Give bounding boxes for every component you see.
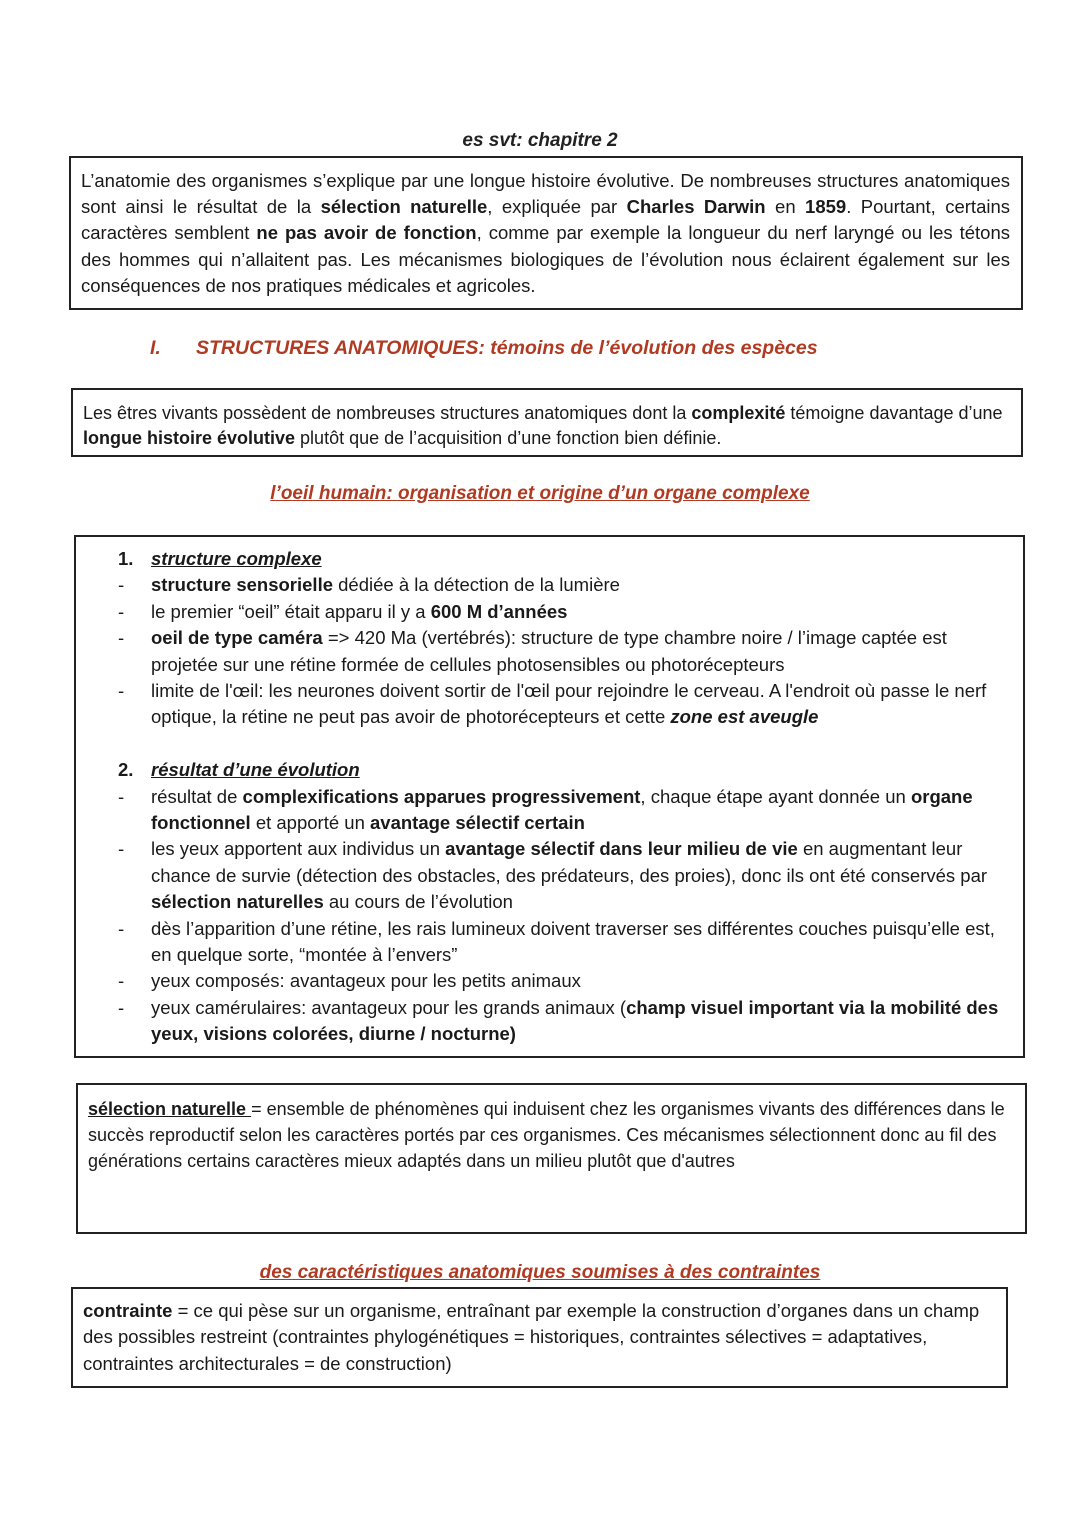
- selection-definition-text: [88, 1096, 1015, 1175]
- text-run: dédiée à la détection de la lumière: [333, 574, 620, 596]
- bold-text: complexité: [691, 403, 786, 423]
- part2-title: [76, 757, 1013, 783]
- text-run: = ensemble de phénomènes qui induisent chez les organismes vivants des différences dans le succès reproductif selon les caractères portés par ces organismes. Ces mécanismes sélectionnent donc au fil des générations certains caractères mieux adaptés dans un milieu plutôt que d'autres: [88, 1099, 1005, 1172]
- list-item: [76, 678, 1013, 731]
- bold-text: zone est aveugle: [670, 706, 819, 728]
- part1-title-text: structure complexe: [151, 548, 322, 569]
- text-run: yeux camérulaires: avantageux pour les grands animaux (: [151, 996, 627, 1018]
- intro-box: [69, 156, 1023, 310]
- document-title: es svt: chapitre 2: [462, 130, 618, 151]
- bold-text: longue histoire évolutive: [83, 427, 296, 448]
- bold-text: oeil de type caméra: [151, 627, 323, 649]
- bold-text: complexifications apparues progressivement: [242, 785, 641, 807]
- bold-text: 1859: [805, 196, 847, 218]
- list-item: [76, 836, 1013, 915]
- section-definition-text: [83, 401, 1011, 450]
- intro-text: [81, 168, 1010, 299]
- eye-box: [74, 535, 1025, 1058]
- text-run: au cours de l’évolution: [323, 891, 513, 913]
- list-item: [76, 916, 1013, 969]
- part1-list: [76, 572, 1013, 730]
- constraint-definition-text: [83, 1298, 996, 1377]
- text-run: dès l’apparition d’une rétine, les rais lumineux doivent traverser ses différentes couches puisqu’elle est, en quelque sorte, “montée à l’envers”: [151, 917, 995, 966]
- text-run: => 420 Ma (vertébrés): structure de type chambre noire / l’image captée est projetée sur une rétine formée de cellules photosensibles ou photorécepteurs: [151, 627, 947, 675]
- text-run: témoigne davantage d’une: [785, 403, 1003, 423]
- text-run: , expliquée par: [487, 196, 627, 218]
- list-item: [76, 572, 1013, 598]
- text-run: yeux composés: avantageux pour les petits animaux: [151, 970, 581, 992]
- part1-number: 1.: [118, 548, 134, 569]
- text-run: . Pourtant, certains caractères semblent: [81, 196, 1011, 244]
- list-item: [76, 784, 1013, 837]
- bold-text: organe fonctionnel: [151, 785, 973, 834]
- section-number: I.: [150, 337, 161, 359]
- section-definition-box: [71, 388, 1023, 457]
- section-heading: [150, 337, 818, 360]
- text-run: L’anatomie des organismes s’explique par une longue histoire évolutive. De nombreuses structures anatomiques sont ainsi le résultat de la: [81, 170, 1010, 218]
- list-item: [76, 599, 1013, 625]
- text-run: en augmentant leur chance de survie (détection des obstacles, des prédateurs, des proies), donc ils ont été conservés par: [151, 838, 988, 886]
- text-run: les yeux apportent aux individus un: [151, 838, 446, 860]
- bold-text: 600 M d’années: [430, 600, 568, 622]
- selection-definition-box: [76, 1083, 1027, 1234]
- eye-heading: l’oeil humain: organisation et origine d’un organe complexe: [270, 483, 810, 504]
- bold-text: contrainte: [83, 1300, 173, 1321]
- bold-text: sélection naturelles: [151, 891, 324, 913]
- text-run: = ce qui pèse sur un organisme, entraînant par exemple la construction d’organes dans un champ des possibles restreint (contraintes phylogénétiques = historiques, contraintes sélectives = adaptatives, contraintes architecturales = de construction): [83, 1300, 980, 1374]
- part2-number: 2.: [118, 759, 134, 781]
- bold-text: avantage sélectif certain: [370, 812, 585, 834]
- bold-text: sélection naturelle: [88, 1099, 252, 1119]
- part1-title: [76, 546, 1013, 572]
- text-run: le premier “oeil” était apparu il y a: [151, 600, 431, 622]
- text-run: plutôt que de l’acquisition d’une fonction bien définie.: [295, 427, 722, 448]
- text-run: en: [765, 196, 806, 218]
- part2-list: [76, 784, 1013, 1048]
- bold-text: avantage sélectif dans leur milieu de vie: [445, 838, 798, 860]
- bold-text: structure sensorielle: [151, 574, 333, 596]
- list-item: [76, 625, 1013, 678]
- text-run: résultat de: [151, 785, 243, 807]
- list-item: [76, 968, 1013, 994]
- text-run: et apporté un: [250, 812, 370, 834]
- spacer: [76, 731, 1013, 757]
- bold-text: champ visuel important via la mobilité des yeux, visions colorées, diurne / nocturne): [151, 996, 999, 1045]
- text-run: Les êtres vivants possèdent de nombreuses structures anatomiques dont la: [83, 403, 692, 423]
- bold-text: Charles Darwin: [626, 196, 766, 218]
- bold-text: sélection naturelle: [320, 196, 488, 218]
- text-run: , chaque étape ayant donnée un: [640, 785, 911, 807]
- section-title: STRUCTURES ANATOMIQUES: témoins de l’évolution des espèces: [196, 337, 818, 359]
- list-item: [76, 995, 1013, 1048]
- constraints-heading: des caractéristiques anatomiques soumises à des contraintes: [259, 1262, 821, 1283]
- text-run: , comme par exemple la longueur du nerf laryngé ou les tétons des hommes qui n’allaitent pas. Les mécanismes biologiques de l’évolution nous éclairent également sur les conséquences de nos pratiques médicales et agricoles.: [81, 222, 1010, 296]
- bold-text: ne pas avoir de fonction: [256, 222, 477, 244]
- constraint-definition-box: [71, 1287, 1008, 1388]
- text-run: limite de l'œil: les neurones doivent sortir de l'œil pour rejoindre le cerveau. A l'endroit où passe le nerf optique, la rétine ne peut pas avoir de photorécepteurs et cette: [151, 680, 987, 728]
- part2-title-text: résultat d’une évolution: [151, 759, 360, 781]
